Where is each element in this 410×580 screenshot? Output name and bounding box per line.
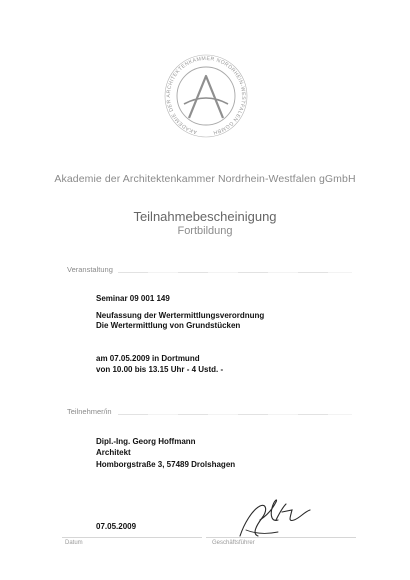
certificate-subtitle: Fortbildung	[177, 225, 233, 237]
seminar-number: Seminar 09 001 149	[96, 294, 170, 303]
participant-profession: Architekt	[96, 448, 131, 457]
participant-section-divider	[118, 414, 352, 415]
event-section-divider	[118, 272, 352, 273]
certificate-title: Teilnahmebescheinigung	[133, 209, 277, 224]
event-section-label: Veranstaltung	[67, 265, 113, 274]
handwritten-signature	[226, 490, 322, 548]
participant-name: Dipl.-Ing. Georg Hoffmann	[96, 437, 196, 446]
seminar-topic-line2: Die Wertermittlung von Grundstücken	[96, 321, 241, 330]
seminar-time: von 10.00 bis 13.15 Uhr - 4 Ustd. -	[96, 365, 224, 374]
participant-section-label: Teilnehmer/in	[67, 407, 112, 416]
issue-date: 07.05.2009	[96, 522, 137, 531]
participant-address: Homborgstraße 3, 57489 Drolshagen	[96, 460, 236, 469]
date-label: Datum	[65, 540, 83, 546]
seal-ring-text: AKADEMIE DER ARCHITEKTENKAMMER NORDRHEIN-WESTFALEN GGMBH	[165, 55, 247, 136]
svg-text:AKADEMIE DER ARCHITEKTENKAMMER	[166, 56, 246, 135]
date-line	[62, 537, 202, 538]
signer-label: Geschäftsführer	[212, 540, 255, 546]
seminar-topic-line1: Neufassung der Wertermittlungsverordnung	[96, 311, 265, 320]
academy-seal-logo	[146, 52, 266, 140]
organization-name: Akademie der Architektenkammer Nordrhein-Westfalen gGmbH	[54, 173, 356, 185]
seminar-date-location: am 07.05.2009 in Dortmund	[96, 354, 200, 363]
